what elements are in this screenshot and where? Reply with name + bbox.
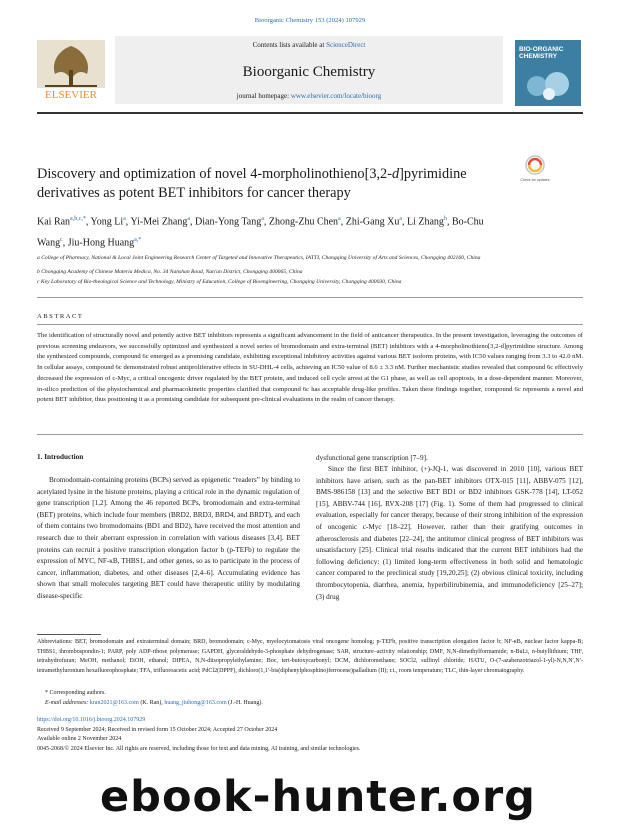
- intro-right-first-line: dysfunctional gene transcription [7–9].: [316, 454, 428, 462]
- received-dates: Received 9 September 2024; Received in revised form 15 October 2024; Accepted 27 October 2024: [37, 727, 278, 733]
- journal-title: Bioorganic Chemistry: [242, 64, 376, 80]
- check-updates-badge[interactable]: [522, 154, 548, 184]
- title-part1: Discovery and optimization of novel 4-morpholinothieno[3,2-: [37, 166, 392, 182]
- elsevier-logo: [37, 40, 105, 102]
- homepage-link[interactable]: www.elsevier.com/locate/bioorg: [290, 92, 382, 100]
- watermark-text: ebook-hunter.org: [100, 772, 536, 822]
- contents-prefix: Contents lists available at: [252, 41, 327, 49]
- email-label: E-mail addresses:: [45, 700, 90, 706]
- title-italic: d: [391, 166, 400, 182]
- author-name[interactable]: Yong Li: [90, 216, 124, 228]
- author-name[interactable]: Zhi-Gang Xu: [345, 216, 400, 228]
- author-affiliation-marker[interactable]: b: [443, 216, 447, 222]
- author-affiliation-marker[interactable]: a: [338, 216, 341, 222]
- email-name-ran: (K. Ran),: [138, 700, 165, 706]
- author-affiliation-marker[interactable]: a: [187, 216, 191, 222]
- email-link-huang[interactable]: huang_jiuhong@163.com: [164, 700, 227, 706]
- author-name[interactable]: Kai Ran: [37, 216, 71, 228]
- cover-title: BIO-ORGANIC CHEMISTRY: [519, 46, 564, 60]
- abstract-text: The identification of structurally novel and potently active BET inhibitors represents a significant advancement in the field of anticancer therapeutics. In the present investigation, leveraging the outcomes of previous screening endeavors, we successfully optimized and synthesized a novel series of bromodomain and extra-terminal (BET) inhibitors with a 4-morpholinothieno[3,2-d]pyrimidine structure. Among the synthesized compounds, compound 6c emerged as a promising candidate, exhibiting exceptional inhibitory activities against various BET isoform proteins, with IC50 values ranging from 3.3 to 42.0 nM. In cellular assays, compound 6c demonstrated robust antiproliferative effects in SU-DHL-4 cells, achieving an IC50 value of 8.6 ± 3.3 nM. Further mechanistic studies revealed that compound 6c effectively decreased the expression of c-Myc, a critical oncogenic driver regulated by the BET protein, and induced cell cycle arrest at the G1 phase, as well as cell apoptosis, in a dose-dependent manner. Moreover, in-silico prediction of the physiochemical and pharmacokinetic properties clarified that compound 6c has acceptable drug-like profiles. Taken these findings together, compound 6c represents a novel and potent BET inhibitor, thus positioning it as a promising candidate for subsequent pre-clinical evaluations in the realm of cancer therapy.: [37, 332, 583, 404]
- article-title: [37, 165, 507, 203]
- homepage-prefix: journal homepage:: [236, 92, 291, 100]
- section-heading: 1. Introduction: [37, 453, 84, 461]
- sciencedirect-link[interactable]: ScienceDirect: [326, 41, 366, 49]
- affiliation-a: a College of Pharmacy, National & Local Joint Engineering Research Center of Targeted and Innovative Therapeutics, IATTI, Chongqing University of Arts and Sciences, Chongqing 402160, China: [37, 255, 481, 261]
- footnote-rule: [37, 634, 101, 635]
- author-affiliation-marker[interactable]: c: [60, 237, 63, 244]
- journal-cover: [515, 40, 581, 106]
- author-affiliation-marker[interactable]: a,b,c,*: [70, 216, 86, 222]
- abstract-top-rule: [37, 324, 583, 325]
- header-rule: [37, 112, 583, 114]
- author-name[interactable]: Li Zhang: [407, 216, 444, 228]
- author-name[interactable]: Jiu-Hong Huang: [67, 237, 135, 249]
- publisher-logo-text: ELSEVIER: [45, 89, 97, 101]
- intro-right-column: Since the first BET inhibitor, (+)-JQ-1, was discovered in 2010 [10], various BET inhibitors have arisen, such as the pan-BET inhibitors OTX-015 [11], ABBV-075 [12], BMS-986158 [13] and the selective BET BD1 or BD2 inhibitors GSK-778 [14], LT-052 [15], ABBV-744 [16], RVX-208 [17] (Fig. 1). Some of them had progressed to clinical evaluation, especially for cancer therapy, because of their strong inhibition of the expression of oncogenic c-Myc [18–22]. However, rather than their gratifying outcomes in atherosclerosis and diabetes [22–24], the antitumor clinical progress of BET inhibitors was unsatisfactory [25]. Clinical trial results indicated that the current BET inhibitors had the following deficiency: (1) limited long-term effectiveness in both solid and hematologic cancer compared to the preclinical study [19,20,25]; (2) obvious clinical toxicity, including thrombocytopenia, diarrhea, anemia, hyperbilirubinemia, and immunodeficiency [25–27]; (3) drug: [316, 465, 583, 601]
- affiliation-rule: [37, 297, 583, 298]
- email-line: [45, 699, 263, 709]
- email-name-huang: (J.-H. Huang).: [226, 700, 263, 706]
- abstract-label: ABSTRACT: [37, 313, 84, 320]
- author-affiliation-marker[interactable]: a: [261, 216, 264, 222]
- author-name[interactable]: Zhong-Zhu Chen: [268, 216, 339, 228]
- author-separator: ,: [62, 237, 68, 249]
- contents-line: [115, 41, 503, 49]
- abstract-bottom-rule: [37, 434, 583, 435]
- affiliation-c: c Key Laboratory of Bio-theological Science and Technology, Ministry of Education, College of Bioengineering, Chongqing University, Chongqing 400030, China: [37, 279, 402, 285]
- intro-left-column: Bromodomain-containing proteins (BCPs) served as epigenetic “readers” by binding to acetylated lysine in the histone proteins, playing a critical role in the dynamic regulation of gene transcription [1,2]. Among the 46 reported BCPs, bromodomain and extra-terminal (BET) proteins, which include four members (BRD2, BRD3, BRD4, and BRDT), and each of them contains two bromodomains (BD1 and BD2), have received the most attention and research due to their aberrant expression in correlation with various diseases [3,4]. BET proteins can recruit a positive transcription elongation factor b (p-TEFb) to regulate the expression of MYC, NF-κB, THBS1, and other genes, so as to participate in the process of cancer, inflammation, diabetes, and other diseases [2,4–6]. Accumulating evidence has shown that small molecules targeting BET could have therapeutic utility by modulating disease-specific: [37, 476, 300, 600]
- footnote-abbreviations: Abbreviations: BET, bromodomain and extraterminal domain; BRD, bromodomain; c-Myc, myelocytomatosis viral oncogene homolog; p-TEFb, positive transcription elongation factor b; NF-κB, nuclear factor kappa-B; THBS1, thrombospondin-1; PARP, poly ADP-ribose polymerase; GAPDH, glyceraldehyde-3-phosphate dehydrogenase; SAR, structure–activity relationship; DMF, N,N-dimethylformamide; n-BuLi, n-butyllithium; THF, tetrahydrofuran; MeOH, methanol; EtOH, ethanol; DIPEA, N,N-diisopropylethylamine; Boc, tert-butoxycarbonyl; DCM, dichloromethane; SOCl2, sulfinyl chloride; HATU, O-(7-azabenzotriazol-1-yl)-N,N,N′,N′-tetramethyluronium hexafluorophosphate; TFA, trifluoroacetic acid; PdCl2(DPPF), dichloro(1,1′-bis(diphenylphosphino)ferrocene)palladium (II); r.t., room temperature; TLC, thin-layer chromatography.: [37, 639, 583, 675]
- author-separator: ,: [402, 216, 407, 228]
- author-separator: ,: [263, 216, 269, 228]
- author-name[interactable]: Dian-Yong Tang: [195, 216, 262, 228]
- author-separator: ,: [340, 216, 346, 228]
- email-link-ran[interactable]: kran2021@163.com: [89, 700, 139, 706]
- available-online: Available online 2 November 2024: [37, 736, 122, 742]
- author-name[interactable]: Bo-Chu Wang: [37, 216, 484, 249]
- svg-text:Check for updates: Check for updates: [520, 178, 550, 182]
- author-list: [37, 210, 507, 253]
- author-separator: ,: [446, 216, 452, 228]
- author-affiliation-marker[interactable]: a,*: [134, 237, 142, 244]
- author-separator: ,: [190, 216, 196, 228]
- author-name[interactable]: Yi-Mei Zhang: [130, 216, 188, 228]
- author-separator: ,: [125, 216, 131, 228]
- journal-masthead: [115, 36, 503, 104]
- affiliation-b: b Chongqing Academy of Chinese Materia Medica, No. 34 Nanshan Road, Nan'an District, Chongqing 400065, China: [37, 269, 303, 275]
- author-affiliation-marker[interactable]: a: [123, 216, 126, 222]
- doi-link[interactable]: https://doi.org/10.1016/j.bioorg.2024.107929: [37, 717, 146, 723]
- corresponding-note: * Corresponding authors.: [45, 690, 106, 696]
- author-affiliation-marker[interactable]: a: [399, 216, 402, 222]
- copyright-line: 0045-2068/© 2024 Elsevier Inc. All rights are reserved, including those for text and data mining, AI training, and similar technologies.: [37, 746, 361, 752]
- running-head[interactable]: Bioorganic Chemistry 153 (2024) 107929: [254, 17, 366, 24]
- author-separator: ,: [85, 216, 91, 228]
- homepage-line: [115, 92, 503, 100]
- title-part2: ]pyrimidine derivatives as potent BET inhibitors for cancer therapy: [37, 166, 467, 201]
- cover-art-icon: [523, 70, 573, 102]
